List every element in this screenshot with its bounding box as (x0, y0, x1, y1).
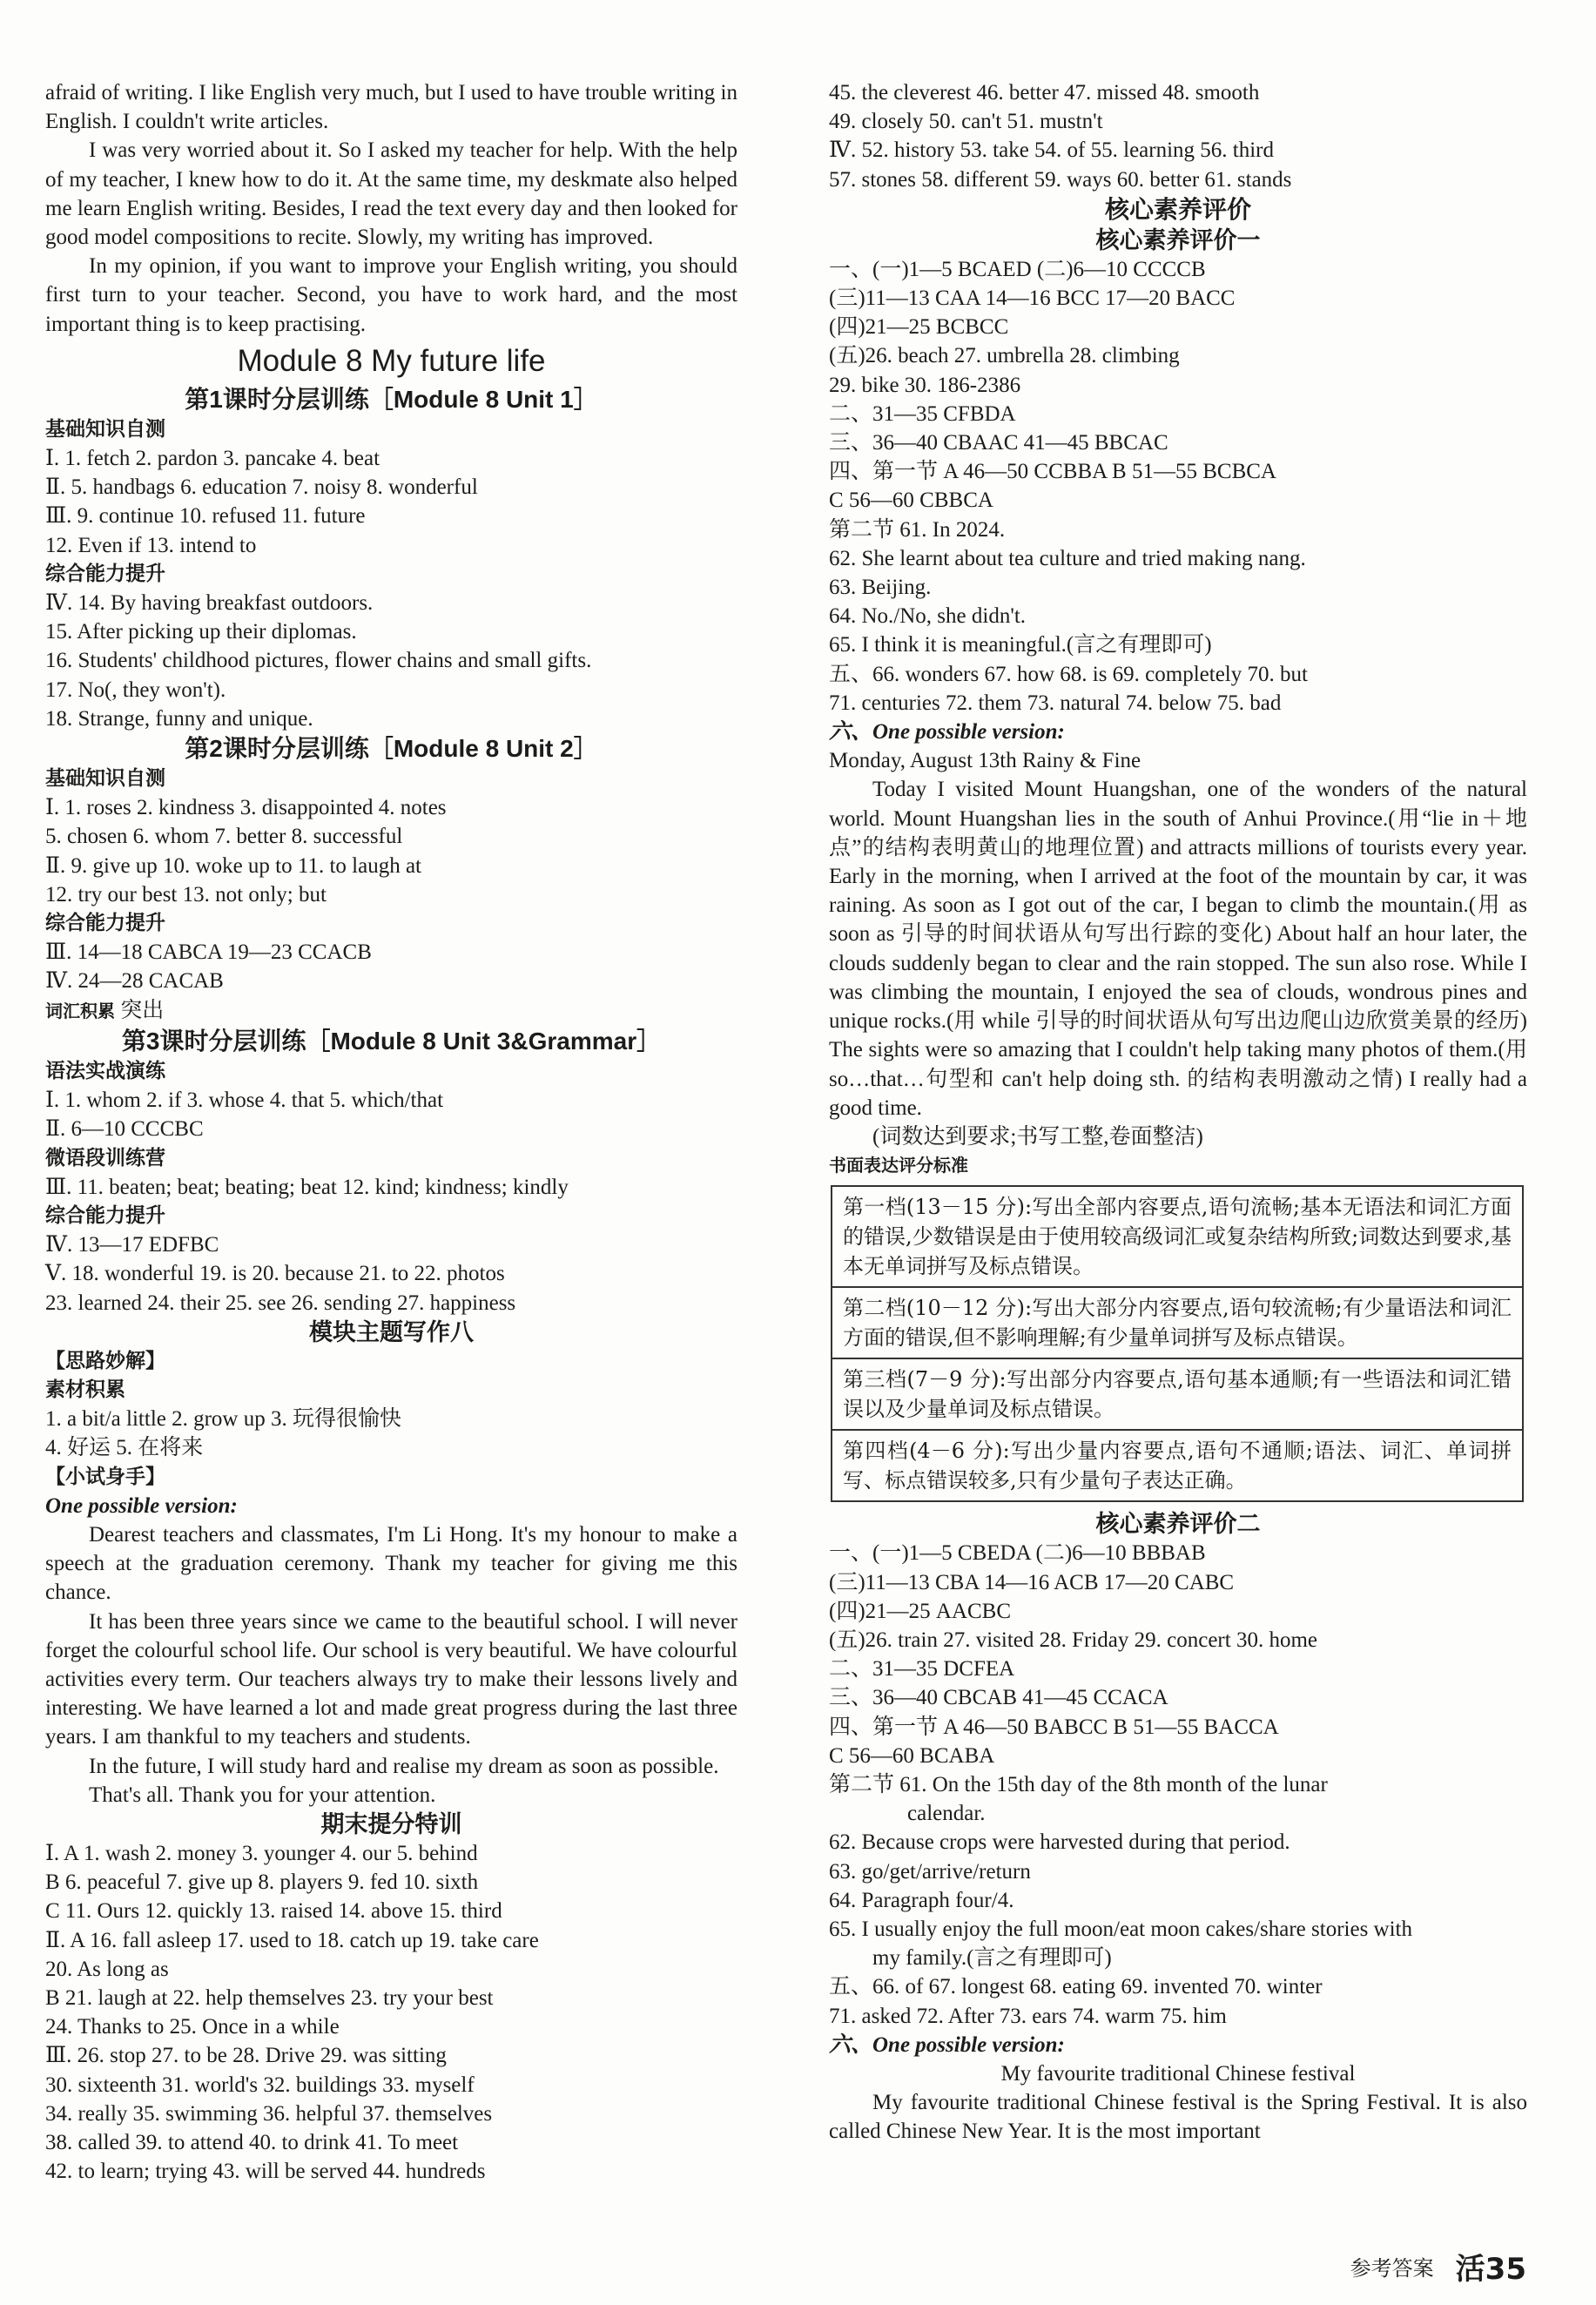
scoring-rubric-box (831, 1185, 1524, 1502)
answer-line: (五)26. train 27. visited 28. Friday 29. concert 30. home (829, 1628, 1317, 1652)
answer-line: 30. sixteenth 31. world's 32. buildings 33. myself (45, 2072, 475, 2097)
answer-line: 57. stones 58. different 59. ways 60. better 61. stands (829, 167, 1292, 192)
answer-line: 20. As long as (45, 1957, 169, 1981)
answer-line: C 56—60 BCABA (829, 1743, 995, 1768)
section-label: 综合能力提升 (45, 912, 165, 935)
answer-line: Ⅳ. 52. history 53. take 54. of 55. learning 56. third (829, 138, 1275, 163)
section-title: 核心素养评价 (1104, 195, 1251, 223)
paragraph: In the future, I will study hard and realise my dream as soon as possible. (89, 1754, 719, 1778)
answer-line: 71. asked 72. After 73. ears 74. warm 75. him (829, 2004, 1227, 2028)
answer-line: Ⅲ. 9. continue 10. refused 11. future (45, 504, 366, 529)
rubric-level: 第一档(13－15 分):写出全部内容要点,语句流畅;基本无语法和词汇方面的错误,少数错误是由于使用较高级词汇或复杂结构所致;词数达到要求,基本无单词拼写及标点错误。 (843, 1195, 1512, 1279)
answer-line: 71. centuries 72. them 73. natural 74. below 75. bad (829, 691, 1282, 715)
section-label: 素材积累 (45, 1378, 125, 1401)
paragraph: That's all. Thank you for your attention. (89, 1783, 436, 1807)
section-label: 综合能力提升 (45, 1203, 165, 1227)
answer-line: 38. called 39. to attend 40. to drink 41. To meet (45, 2131, 459, 2154)
answer-text: 突出 (115, 998, 165, 1022)
answer-line: Ⅴ. 18. wonderful 19. is 20. because 21. to 22. photos (45, 1262, 505, 1286)
answer-line: 29. bike 30. 186-2386 (829, 373, 1021, 397)
paragraph: afraid of writing. I like English very much, but I used to have trouble writing in English. I couldn't write articles. (45, 81, 737, 134)
answer-line: 23. learned 24. their 25. see 26. sending 27. happiness (45, 1291, 516, 1315)
paragraph: Dearest teachers and classmates, I'm Li Hong. It's my honour to make a speech at the graduation ceremony. Thank my teacher for giving me this chance. (45, 1522, 737, 1605)
answer-line: 5. chosen 6. whom 7. better 8. successful (45, 825, 403, 849)
paragraph: In my opinion, if you want to improve your English writing, you should first turn to your teacher. Second, you have to work hard, and the most important thing is to keep practising. (45, 254, 737, 336)
answer-line: Ⅲ. 14—18 CABCA 19—23 CCACB (45, 940, 372, 965)
left-column (45, 78, 737, 2186)
answer-line: 二、31—35 DCFEA (829, 1657, 1015, 1682)
answer-line: 16. Students' childhood pictures, flower chains and small gifts. (45, 649, 592, 673)
answer-line: B 21. laugh at 22. help themselves 23. try your best (45, 1985, 494, 2010)
answer-line: (三)11—13 CAA 14—16 BCC 17—20 BACC (829, 286, 1236, 311)
answer-line: (五)26. beach 27. umbrella 28. climbing (829, 344, 1180, 368)
paragraph: I was very worried about it. So I asked my teacher for help. With the help of my teacher, I knew how to do it. At the same time, my deskmate also helped me learn English writing. Besides, I read the text every day and then looked for good model compositions to recite. Slowly, my writing has improved. (45, 138, 737, 250)
answer-line: C 11. Ours 12. quickly 13. raised 14. above 15. third (45, 1899, 502, 1924)
section-title: 第3课时分层训练［Module 8 Unit 3&Grammar］ (121, 1027, 662, 1055)
module-title: Module 8 My future life (237, 343, 546, 378)
answer-line: 62. She learnt about tea culture and tried making nang. (829, 546, 1306, 570)
section-label: 语法实战演练 (45, 1059, 165, 1082)
answer-line: Ⅳ. 13—17 EDFBC (45, 1233, 219, 1257)
version-label: 六、One possible version: (829, 2032, 1065, 2057)
answer-line: Ⅰ. 1. roses 2. kindness 3. disappointed 4. notes (45, 796, 447, 820)
answer-line: 三、36—40 CBCAB 41—45 CCACA (829, 1686, 1168, 1710)
answer-line: 34. really 35. swimming 36. helpful 37. themselves (45, 2101, 493, 2126)
paragraph: My favourite traditional Chinese festival is the Spring Festival. It is also called Chinese New Year. It is the most important (829, 2091, 1527, 2144)
answer-line: 18. Strange, funny and unique. (45, 706, 313, 731)
subsection-title: 模块主题写作八 (309, 1318, 474, 1345)
answer-line: calendar. (907, 1802, 986, 1826)
paragraph: (词数达到要求;书写工整,卷面整洁) (872, 1124, 1203, 1149)
answer-line: 五、66. of 67. longest 68. eating 69. invented 70. winter (829, 1975, 1323, 1999)
section-label: 微语段训练营 (45, 1146, 165, 1169)
footer-mark: 活 (1455, 2252, 1485, 2287)
answer-line: 64. No./No, she didn't. (829, 604, 1027, 629)
answer-line: 17. No(, they won't). (45, 677, 226, 702)
answer-line: 二、31—35 CFBDA (829, 401, 1016, 426)
answer-line: (三)11—13 CBA 14—16 ACB 17—20 CABC (829, 1570, 1235, 1594)
answer-line: 一、(一)1—5 BCAED (二)6—10 CCCCB (829, 257, 1206, 281)
answer-line: 45. the cleverest 46. better 47. missed 48. smooth (829, 81, 1260, 104)
answer-line: 49. closely 50. can't 51. mustn't (829, 110, 1103, 134)
rubric-level: 第三档(7－9 分):写出部分内容要点,语句基本通顺;有一些语法和词汇错误以及少量单词及标点错误。 (832, 1358, 1522, 1429)
vocab-line (45, 996, 737, 1026)
section-label: 基础知识自测 (45, 417, 165, 441)
answer-line: Ⅱ. A 16. fall asleep 17. used to 18. catch up 19. take care (45, 1928, 539, 1952)
answer-line: 65. I think it is meaningful.(言之有理即可) (829, 633, 1212, 657)
right-column (829, 78, 1527, 2147)
answer-line: 四、第一节 A 46—50 CCBBA B 51—55 BCBCA (829, 460, 1276, 484)
section-label: 【思路妙解】 (45, 1349, 165, 1372)
answer-line: 第二节 61. On the 15th day of the 8th month of the lunar (829, 1772, 1328, 1796)
answer-line: Ⅳ. 14. By having breakfast outdoors. (45, 591, 374, 616)
answer-line: 五、66. wonders 67. how 68. is 69. completely 70. but (829, 662, 1308, 686)
paragraph: It has been three years since we came to the beautiful school. I will never forget the colourful school life. Our school is very beautiful. We have colourful activities every term. Our teachers always try to make their lessons lively and interesting. We have learned a lot and made great progress during the last three years. I am thankful to my teachers and students. (45, 1609, 737, 1749)
answer-line: 24. Thanks to 25. Once in a while (45, 2015, 340, 2039)
answer-line: 63. go/get/arrive/return (829, 1859, 1031, 1884)
answer-line: my family.(言之有理即可) (872, 1946, 1112, 1971)
answer-line: Ⅱ. 5. handbags 6. education 7. noisy 8. wonderful (45, 475, 478, 500)
version-label: One possible version: (45, 1493, 238, 1518)
section-label: 词汇积累 (45, 1000, 115, 1021)
answer-line: Ⅱ. 9. give up 10. woke up to 11. to laugh at (45, 853, 421, 878)
answer-line: C 56—60 CBBCA (829, 489, 993, 513)
answer-line: 一、(一)1—5 CBEDA (二)6—10 BBBAB (829, 1541, 1206, 1566)
answer-line: Monday, August 13th Rainy & Fine (829, 749, 1141, 773)
answer-line: 12. Even if 13. intend to (45, 533, 257, 557)
answer-line: 64. Paragraph four/4. (829, 1888, 1014, 1912)
answer-line: Ⅰ. 1. whom 2. if 3. whose 4. that 5. which/that (45, 1088, 444, 1113)
subsection-title: 核心素养评价二 (1095, 1511, 1261, 1538)
answer-line: 4. 好运 5. 在将来 (45, 1436, 204, 1460)
answer-line: My favourite traditional Chinese festival (1000, 2061, 1356, 2086)
answer-line: Ⅳ. 24—28 CACAB (45, 969, 224, 994)
subsection-title: 核心素养评价一 (1095, 226, 1261, 253)
answer-line: Ⅰ. A 1. wash 2. money 3. younger 4. our 5. behind (45, 1841, 478, 1865)
section-label: 综合能力提升 (45, 562, 165, 585)
section-title: 第1课时分层训练［Module 8 Unit 1］ (185, 385, 598, 413)
answer-line: B 6. peaceful 7. give up 8. players 9. fed 10. sixth (45, 1870, 479, 1895)
rubric-level: 第二档(10－12 分):写出大部分内容要点,语句较流畅;有少量语法和词汇方面的错误,但不影响理解;有少量单词拼写及标点错误。 (832, 1286, 1522, 1358)
answer-line: Ⅲ. 26. stop 27. to be 28. Drive 29. was sitting (45, 2044, 447, 2068)
answer-line: 12. try our best 13. not only; but (45, 882, 327, 906)
rubric-level: 第四档(4－6 分):写出少量内容要点,语句不通顺;语法、词汇、单词拼写、标点错误较多,只有少量句子表达正确。 (832, 1429, 1522, 1500)
answer-line: Ⅲ. 11. beaten; beat; beating; beat 12. kind; kindness; kindly (45, 1175, 569, 1199)
answer-line: (四)21—25 AACBC (829, 1599, 1012, 1623)
answer-line: 63. Beijing. (829, 576, 932, 600)
page-number: 35 (1485, 2252, 1526, 2287)
footer-label: 参考答案 (1350, 2256, 1434, 2281)
paragraph: Today I visited Mount Huangshan, one of the wonders of the natural world. Mount Huangshan lies in the south of Anhui Province.(用“lie in＋地点”的结构表明黄山的地理位置) and attracts millions of tourists every year. Early in the morning, when I arrived at the foot of the mountain by car, it was raining. As soon as I got out of the car, I began to climb the mountain.(用 as soon as 引导的时间状语从句写出行踪的变化) About half an hour later, the clouds suddenly began to clear and the rain stopped. The sun also rose. While I was climbing the mountain, I enjoyed the sea of clouds, wondrous pines and unique rocks.(用 while 引导的时间状语从句写出边爬山边欣赏美景的经历) The sights were so amazing that I couldn't help taking many photos of them.(用 so…that…句型和 can't help doing sth. 的结构表明激动之情) I really had a good time. (829, 778, 1527, 1120)
answer-line: 1. a bit/a little 2. grow up 3. 玩得很愉快 (45, 1407, 401, 1432)
section-label: 基础知识自测 (45, 767, 165, 791)
answer-line: 65. I usually enjoy the full moon/eat moon cakes/share stories with (829, 1917, 1412, 1941)
answer-line: 62. Because crops were harvested during that period. (829, 1830, 1290, 1855)
answer-line: 42. to learn; trying 43. will be served 44. hundreds (45, 2160, 486, 2184)
page-footer (1350, 2245, 1526, 2288)
section-label: 【小试身手】 (45, 1465, 165, 1488)
subsection-title: 期末提分特训 (320, 1810, 462, 1837)
answer-line: 三、36—40 CBAAC 41—45 BBCAC (829, 431, 1168, 455)
answer-line: 四、第一节 A 46—50 BABCC B 51—55 BACCA (829, 1715, 1279, 1739)
answer-line: 第二节 61. In 2024. (829, 517, 1006, 542)
section-title: 第2课时分层训练［Module 8 Unit 2］ (185, 735, 598, 763)
answer-line: Ⅰ. 1. fetch 2. pardon 3. pancake 4. beat (45, 447, 380, 471)
answer-line: Ⅱ. 6—10 CCCBC (45, 1117, 204, 1142)
answer-line: (四)21—25 BCBCC (829, 315, 1009, 340)
answer-line: 15. After picking up their diplomas. (45, 620, 357, 644)
section-label: 书面表达评分标准 (829, 1155, 968, 1176)
version-label: 六、One possible version: (829, 720, 1065, 745)
